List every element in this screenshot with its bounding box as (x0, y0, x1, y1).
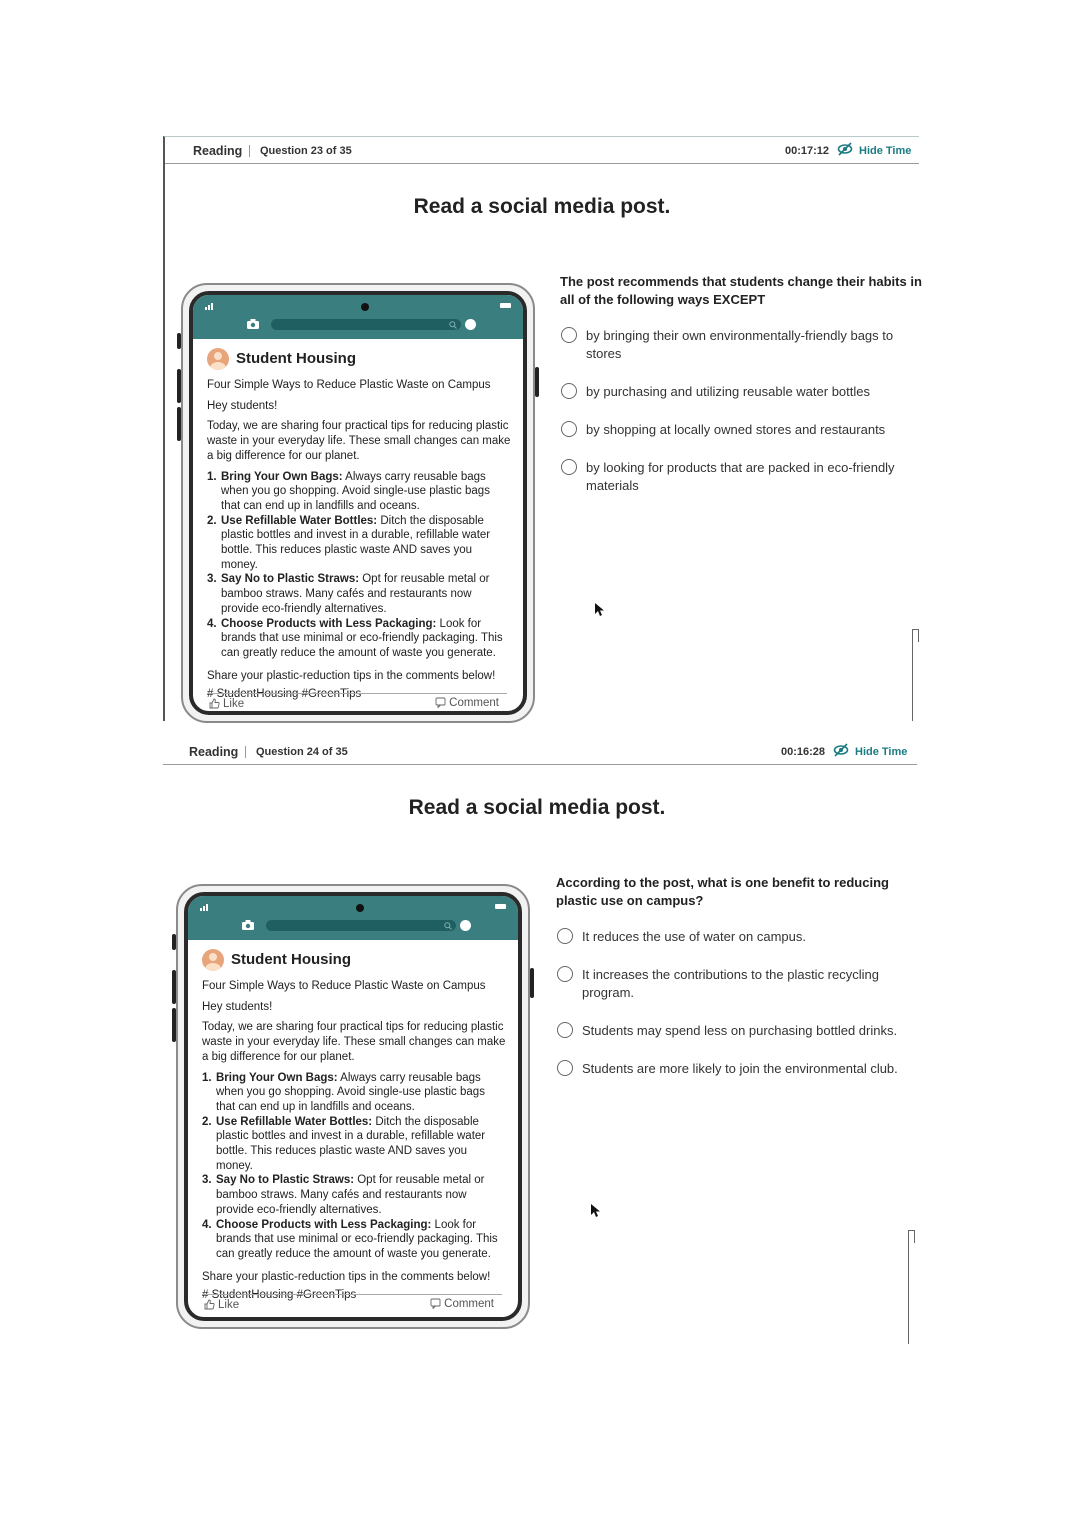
post-hashtags: # StudentHousing #GreenTips (207, 688, 362, 701)
tablet-side-button (177, 333, 181, 349)
eye-slash-icon[interactable] (837, 142, 853, 156)
camera-icon[interactable] (242, 920, 254, 930)
signal-icon (200, 903, 212, 911)
question-stem: According to the post, what is one benefit to reducing plastic use on campus? (556, 875, 889, 908)
answer-option[interactable]: Students are more likely to join the environmental club. (556, 1060, 918, 1078)
tablet-frame (176, 884, 530, 1329)
list-item: 4. Choose Products with Less Packaging: Look for brands that use minimal or eco-friendly packaging. This can greatly reduce the amount of waste you generate. (207, 617, 503, 659)
like-button[interactable]: Like (204, 1299, 239, 1311)
tablet-side-button (177, 407, 181, 441)
post-cta: Share your plastic-reduction tips in the comments below! (202, 1270, 491, 1283)
top-bar (165, 137, 919, 164)
answer-option[interactable]: Students may spend less on purchasing bottled drinks. (556, 1022, 918, 1040)
like-button[interactable]: Like (209, 698, 244, 710)
battery-icon (495, 904, 506, 909)
page-title: Read a social media post. (413, 195, 671, 218)
camera-icon[interactable] (247, 319, 259, 329)
tablet-side-button (535, 367, 539, 397)
front-camera (356, 904, 364, 912)
post-intro: Today, we are sharing four practical tips for reducing plastic waste in your everyday life. These small changes can make a big difference for our planet. (207, 420, 511, 462)
post-hashtags: # StudentHousing #GreenTips (202, 1289, 357, 1302)
search-icon[interactable] (449, 321, 457, 329)
radio-button[interactable] (557, 966, 573, 982)
tablet-side-button (177, 369, 181, 403)
radio-button[interactable] (557, 1022, 573, 1038)
tablet-side-button (530, 968, 534, 998)
list-item: 2. Use Refillable Water Bottles: Ditch the disposable plastic bottles and invest in a durable, refillable water bottle. This reduces plastic waste AND saves you money. (207, 514, 491, 571)
answer-options (556, 928, 918, 1078)
answer-option[interactable]: by purchasing and utilizing reusable water bottles (560, 383, 922, 401)
scrollbar[interactable] (908, 1230, 915, 1344)
search-bar[interactable] (266, 920, 456, 931)
app-bar (193, 295, 523, 339)
hide-time-button[interactable]: Hide Time (859, 145, 912, 157)
list-item: 3. Say No to Plastic Straws: Opt for reusable metal or bamboo straws. Many cafés and restaurants now provide eco-friendly alternatives. (207, 573, 490, 615)
post-author: Student Housing (231, 950, 351, 968)
like-icon (204, 1299, 215, 1310)
radio-button[interactable] (561, 327, 577, 343)
social-post (207, 345, 511, 702)
radio-button[interactable] (557, 1060, 573, 1076)
avatar (202, 949, 224, 971)
top-bar (163, 738, 917, 765)
tablet-frame (181, 283, 535, 723)
post-subtitle: Four Simple Ways to Reduce Plastic Waste on Campus (207, 379, 491, 391)
section-label: Reading (189, 745, 239, 759)
timer: 00:17:12 (785, 145, 830, 157)
question-screen-23 (163, 136, 922, 721)
social-post (202, 946, 506, 1303)
battery-icon (500, 303, 511, 308)
chat-bubble-icon[interactable] (460, 920, 471, 931)
tablet-screen (184, 892, 522, 1321)
timer: 00:16:28 (781, 746, 826, 758)
answer-option[interactable]: by shopping at locally owned stores and restaurants (560, 421, 922, 439)
question-counter: Question 23 of 35 (260, 145, 352, 157)
tablet-side-button (172, 970, 176, 1004)
question-panel (556, 874, 918, 1078)
mouse-cursor-icon (595, 603, 605, 617)
app-bar (188, 896, 518, 940)
answer-option[interactable]: by bringing their own environmentally-friendly bags to stores (560, 327, 922, 363)
page-title: Read a social media post. (408, 796, 666, 819)
scrollbar[interactable] (912, 629, 919, 721)
answer-option[interactable]: by looking for products that are packed in eco-friendly materials (560, 459, 922, 495)
list-item: 1. Bring Your Own Bags: Always carry reusable bags when you go shopping. Avoid single-use plastic bags that can end up in landfills and oceans. (202, 1071, 485, 1113)
mouse-cursor-icon (591, 1204, 601, 1218)
list-item: 2. Use Refillable Water Bottles: Ditch the disposable plastic bottles and invest in a durable, refillable water bottle. This reduces plastic waste AND saves you money. (202, 1115, 486, 1172)
list-item: 3. Say No to Plastic Straws: Opt for reusable metal or bamboo straws. Many cafés and restaurants now provide eco-friendly alternatives. (202, 1174, 485, 1216)
post-author: Student Housing (236, 349, 356, 367)
list-item: 1. Bring Your Own Bags: Always carry reusable bags when you go shopping. Avoid single-use plastic bags that can end up in landfills and oceans. (207, 470, 490, 512)
post-actions (207, 693, 507, 714)
tablet-side-button (172, 934, 176, 950)
topbar-divider (245, 746, 246, 758)
answer-option[interactable]: It increases the contributions to the plastic recycling program. (556, 966, 918, 1002)
radio-button[interactable] (561, 459, 577, 475)
comment-icon (435, 697, 446, 708)
question-stem: The post recommends that students change their habits in all of the following ways EXCEPT (560, 274, 922, 307)
radio-button[interactable] (561, 383, 577, 399)
answer-option[interactable]: It reduces the use of water on campus. (556, 928, 918, 946)
question-screen-24 (163, 738, 917, 1346)
topbar-divider (249, 145, 250, 157)
comment-button[interactable]: Comment (430, 1298, 494, 1310)
post-header (202, 946, 506, 974)
post-subtitle: Four Simple Ways to Reduce Plastic Waste on Campus (202, 980, 486, 992)
question-panel (560, 273, 922, 495)
question-counter: Question 24 of 35 (256, 746, 348, 758)
post-cta: Share your plastic-reduction tips in the comments below! (207, 669, 496, 682)
search-bar[interactable] (271, 319, 461, 330)
signal-icon (205, 302, 217, 310)
eye-slash-icon[interactable] (833, 743, 849, 757)
avatar (207, 348, 229, 370)
tips-list (207, 470, 511, 661)
comment-icon (430, 1298, 441, 1309)
answer-options (560, 327, 922, 495)
post-header (207, 345, 511, 373)
like-icon (209, 698, 220, 709)
radio-button[interactable] (561, 421, 577, 437)
radio-button[interactable] (557, 928, 573, 944)
tablet-screen (189, 291, 527, 715)
hide-time-button[interactable]: Hide Time (855, 746, 908, 758)
tips-list (202, 1071, 506, 1262)
section-label: Reading (193, 144, 243, 158)
search-icon[interactable] (444, 922, 452, 930)
front-camera (361, 303, 369, 311)
post-greeting: Hey students! (202, 1000, 273, 1013)
tablet-side-button (172, 1008, 176, 1042)
comment-button[interactable]: Comment (435, 697, 499, 709)
chat-bubble-icon[interactable] (465, 319, 476, 330)
post-greeting: Hey students! (207, 399, 278, 412)
list-item: 4. Choose Products with Less Packaging: Look for brands that use minimal or eco-friendly packaging. This can greatly reduce the amount of waste you generate. (202, 1218, 498, 1260)
post-intro: Today, we are sharing four practical tips for reducing plastic waste in your everyday life. These small changes can make a big difference for our planet. (202, 1021, 506, 1063)
post-actions (202, 1294, 502, 1315)
